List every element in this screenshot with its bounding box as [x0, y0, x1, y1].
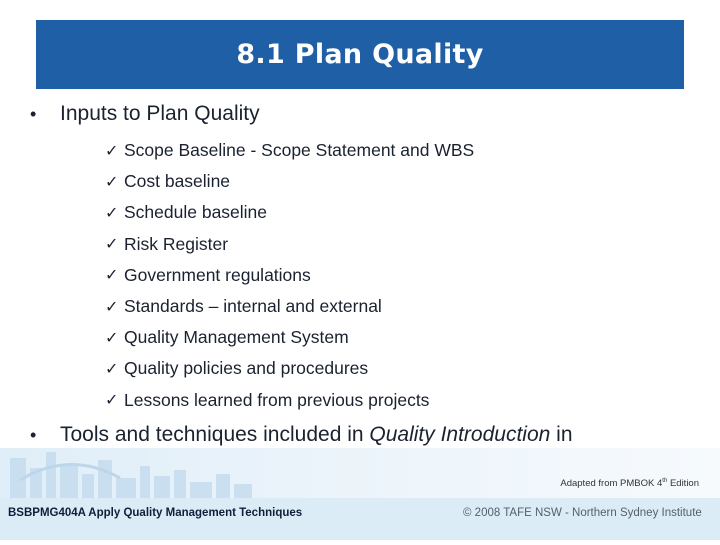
input-item-label: Quality policies and procedures [124, 358, 369, 379]
input-item [105, 260, 474, 291]
input-item-label: Risk Register [124, 233, 229, 254]
checkmark-icon: ✓ [105, 204, 119, 222]
checkmark-icon: ✓ [105, 360, 119, 378]
input-item-label: Standards – internal and external [124, 296, 382, 317]
checkmark-icon: ✓ [105, 392, 119, 410]
input-item [105, 166, 474, 197]
attribution-prefix: Adapted from PMBOK 4 [560, 478, 663, 490]
bullet-inputs [30, 100, 260, 128]
copyright-notice: © 2008 TAFE NSW - Northern Sydney Institute [463, 507, 702, 519]
input-item [105, 353, 474, 384]
input-item-label: Quality Management System [124, 327, 349, 348]
input-item-label: Cost baseline [124, 171, 231, 192]
title-bar [36, 20, 684, 89]
bullet-inputs-text: Inputs to Plan Quality [60, 102, 260, 125]
input-item-label: Schedule baseline [124, 202, 268, 223]
attribution [560, 478, 699, 489]
checkmark-icon: ✓ [105, 298, 119, 316]
checkmark-icon: ✓ [105, 267, 119, 285]
input-item [105, 291, 474, 322]
checkmark-icon: ✓ [105, 142, 119, 160]
input-item [105, 385, 474, 416]
bullet-icon: • [30, 425, 37, 445]
checkmark-icon: ✓ [105, 329, 119, 347]
checkmark-icon: ✓ [105, 236, 119, 254]
slide-title: 8.1 Plan Quality [236, 39, 484, 70]
attribution-sup: th [662, 478, 668, 484]
input-item [105, 229, 474, 260]
course-code: BSBPMG404A Apply Quality Management Techniques [8, 507, 303, 519]
footer-band [0, 498, 720, 540]
tools-italic-quality-introduction: Quality Introduction [369, 423, 551, 446]
input-item [105, 322, 474, 353]
tools-middle: in [550, 423, 573, 446]
input-item-label: Government regulations [124, 264, 311, 285]
input-item-label: Scope Baseline - Scope Statement and WBS [124, 140, 475, 161]
input-item [105, 197, 474, 228]
tools-prefix: Tools and techniques included in [60, 423, 370, 446]
checkmark-icon: ✓ [105, 173, 119, 191]
bullet-icon: • [30, 104, 37, 124]
inputs-checklist [105, 135, 474, 416]
input-item [105, 135, 474, 166]
attribution-suffix: Edition [667, 478, 699, 490]
input-item-label: Lessons learned from previous projects [124, 389, 430, 410]
